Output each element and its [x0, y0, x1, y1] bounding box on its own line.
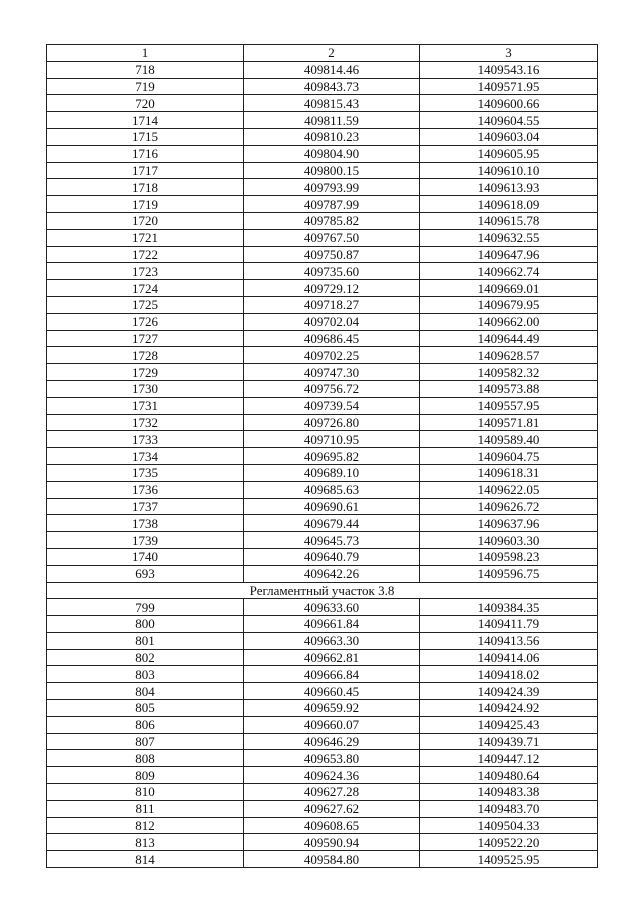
point-number-cell: 1729 [47, 364, 244, 381]
table-row [47, 548, 598, 565]
x-coordinate-cell: 409627.28 [244, 784, 420, 801]
point-number-cell: 1723 [47, 263, 244, 280]
point-number-cell: 1736 [47, 481, 244, 498]
y-coordinate-cell: 1409582.32 [420, 364, 598, 381]
table-row [47, 431, 598, 448]
point-number-cell: 1732 [47, 414, 244, 431]
point-number-cell: 1738 [47, 515, 244, 532]
y-coordinate-cell: 1409384.35 [420, 599, 598, 616]
y-coordinate-cell: 1409662.74 [420, 263, 598, 280]
x-coordinate-cell: 409660.07 [244, 716, 420, 733]
x-coordinate-cell: 409785.82 [244, 212, 420, 229]
x-coordinate-cell: 409640.79 [244, 548, 420, 565]
point-number-cell: 1739 [47, 532, 244, 549]
y-coordinate-cell: 1409483.38 [420, 784, 598, 801]
table-row [47, 464, 598, 481]
point-number-cell: 1717 [47, 162, 244, 179]
table-row [47, 296, 598, 313]
y-coordinate-cell: 1409662.00 [420, 313, 598, 330]
x-coordinate-cell: 409729.12 [244, 280, 420, 297]
y-coordinate-cell: 1409604.75 [420, 448, 598, 465]
point-number-cell: 1733 [47, 431, 244, 448]
table-row [47, 767, 598, 784]
y-coordinate-cell: 1409411.79 [420, 616, 598, 633]
table-row [47, 851, 598, 868]
y-coordinate-cell: 1409603.04 [420, 128, 598, 145]
x-coordinate-cell: 409811.59 [244, 112, 420, 129]
y-coordinate-cell: 1409626.72 [420, 498, 598, 515]
table-row [47, 162, 598, 179]
table-row [47, 112, 598, 129]
x-coordinate-cell: 409787.99 [244, 196, 420, 213]
table-row [47, 733, 598, 750]
table-row [47, 145, 598, 162]
table-row [47, 397, 598, 414]
x-coordinate-cell: 409690.61 [244, 498, 420, 515]
table-row [47, 330, 598, 347]
point-number-cell: 1727 [47, 330, 244, 347]
table-row [47, 599, 598, 616]
table-row [47, 616, 598, 633]
point-number-cell: 1718 [47, 179, 244, 196]
y-coordinate-cell: 1409418.02 [420, 666, 598, 683]
point-number-cell: 1725 [47, 296, 244, 313]
x-coordinate-cell: 409843.73 [244, 78, 420, 95]
point-number-cell: 720 [47, 95, 244, 112]
x-coordinate-cell: 409695.82 [244, 448, 420, 465]
y-coordinate-cell: 1409669.01 [420, 280, 598, 297]
section-title: Регламентный участок 3.8 [47, 582, 598, 599]
point-number-cell: 811 [47, 800, 244, 817]
x-coordinate-cell: 409666.84 [244, 666, 420, 683]
table-row [47, 800, 598, 817]
table-row [47, 229, 598, 246]
table-row [47, 750, 598, 767]
table-row [47, 196, 598, 213]
y-coordinate-cell: 1409447.12 [420, 750, 598, 767]
table-row [47, 128, 598, 145]
y-coordinate-cell: 1409543.16 [420, 61, 598, 78]
table-row [47, 649, 598, 666]
table-row [47, 834, 598, 851]
table-row [47, 179, 598, 196]
point-number-cell: 806 [47, 716, 244, 733]
table-row [47, 448, 598, 465]
y-coordinate-cell: 1409413.56 [420, 632, 598, 649]
point-number-cell: 1728 [47, 347, 244, 364]
x-coordinate-cell: 409608.65 [244, 817, 420, 834]
point-number-cell: 1724 [47, 280, 244, 297]
point-number-cell: 812 [47, 817, 244, 834]
point-number-cell: 1715 [47, 128, 244, 145]
y-coordinate-cell: 1409589.40 [420, 431, 598, 448]
point-number-cell: 805 [47, 700, 244, 717]
y-coordinate-cell: 1409604.55 [420, 112, 598, 129]
y-coordinate-cell: 1409424.39 [420, 683, 598, 700]
y-coordinate-cell: 1409605.95 [420, 145, 598, 162]
coordinates-document [46, 44, 597, 868]
point-number-cell: 718 [47, 61, 244, 78]
table-row [47, 61, 598, 78]
x-coordinate-cell: 409702.04 [244, 313, 420, 330]
point-number-cell: 1720 [47, 212, 244, 229]
table-row [47, 683, 598, 700]
table-row [47, 632, 598, 649]
y-coordinate-cell: 1409596.75 [420, 565, 598, 582]
table-row [47, 364, 598, 381]
x-coordinate-cell: 409814.46 [244, 61, 420, 78]
table-header-row [47, 45, 598, 62]
x-coordinate-cell: 409642.26 [244, 565, 420, 582]
x-coordinate-cell: 409661.84 [244, 616, 420, 633]
y-coordinate-cell: 1409622.05 [420, 481, 598, 498]
table-row [47, 498, 598, 515]
x-coordinate-cell: 409663.30 [244, 632, 420, 649]
y-coordinate-cell: 1409628.57 [420, 347, 598, 364]
x-coordinate-cell: 409645.73 [244, 532, 420, 549]
y-coordinate-cell: 1409632.55 [420, 229, 598, 246]
y-coordinate-cell: 1409647.96 [420, 246, 598, 263]
header-cell-y: 3 [420, 45, 598, 62]
point-number-cell: 1731 [47, 397, 244, 414]
x-coordinate-cell: 409689.10 [244, 464, 420, 481]
table-row [47, 263, 598, 280]
y-coordinate-cell: 1409637.96 [420, 515, 598, 532]
y-coordinate-cell: 1409573.88 [420, 380, 598, 397]
x-coordinate-cell: 409735.60 [244, 263, 420, 280]
header-cell-point: 1 [47, 45, 244, 62]
point-number-cell: 1714 [47, 112, 244, 129]
x-coordinate-cell: 409646.29 [244, 733, 420, 750]
x-coordinate-cell: 409679.44 [244, 515, 420, 532]
table-row [47, 95, 598, 112]
y-coordinate-cell: 1409480.64 [420, 767, 598, 784]
y-coordinate-cell: 1409600.66 [420, 95, 598, 112]
table-row [47, 666, 598, 683]
y-coordinate-cell: 1409615.78 [420, 212, 598, 229]
y-coordinate-cell: 1409613.93 [420, 179, 598, 196]
y-coordinate-cell: 1409618.31 [420, 464, 598, 481]
x-coordinate-cell: 409793.99 [244, 179, 420, 196]
x-coordinate-cell: 409590.94 [244, 834, 420, 851]
point-number-cell: 813 [47, 834, 244, 851]
x-coordinate-cell: 409800.15 [244, 162, 420, 179]
table-row [47, 515, 598, 532]
table-row [47, 700, 598, 717]
y-coordinate-cell: 1409598.23 [420, 548, 598, 565]
y-coordinate-cell: 1409425.43 [420, 716, 598, 733]
x-coordinate-cell: 409756.72 [244, 380, 420, 397]
y-coordinate-cell: 1409571.81 [420, 414, 598, 431]
point-number-cell: 799 [47, 599, 244, 616]
header-cell-x: 2 [244, 45, 420, 62]
table-row [47, 532, 598, 549]
point-number-cell: 800 [47, 616, 244, 633]
x-coordinate-cell: 409659.92 [244, 700, 420, 717]
point-number-cell: 801 [47, 632, 244, 649]
point-number-cell: 804 [47, 683, 244, 700]
x-coordinate-cell: 409726.80 [244, 414, 420, 431]
point-number-cell: 1740 [47, 548, 244, 565]
y-coordinate-cell: 1409525.95 [420, 851, 598, 868]
table-row [47, 347, 598, 364]
point-number-cell: 1721 [47, 229, 244, 246]
y-coordinate-cell: 1409644.49 [420, 330, 598, 347]
table-row [47, 481, 598, 498]
point-number-cell: 807 [47, 733, 244, 750]
point-number-cell: 808 [47, 750, 244, 767]
x-coordinate-cell: 409739.54 [244, 397, 420, 414]
table-row [47, 246, 598, 263]
x-coordinate-cell: 409624.36 [244, 767, 420, 784]
x-coordinate-cell: 409660.45 [244, 683, 420, 700]
point-number-cell: 1719 [47, 196, 244, 213]
section-title-row [47, 582, 598, 599]
table-row [47, 313, 598, 330]
x-coordinate-cell: 409633.60 [244, 599, 420, 616]
y-coordinate-cell: 1409522.20 [420, 834, 598, 851]
x-coordinate-cell: 409662.81 [244, 649, 420, 666]
x-coordinate-cell: 409815.43 [244, 95, 420, 112]
x-coordinate-cell: 409686.45 [244, 330, 420, 347]
x-coordinate-cell: 409747.30 [244, 364, 420, 381]
x-coordinate-cell: 409702.25 [244, 347, 420, 364]
x-coordinate-cell: 409804.90 [244, 145, 420, 162]
y-coordinate-cell: 1409439.71 [420, 733, 598, 750]
y-coordinate-cell: 1409557.95 [420, 397, 598, 414]
y-coordinate-cell: 1409571.95 [420, 78, 598, 95]
table-row [47, 212, 598, 229]
x-coordinate-cell: 409767.50 [244, 229, 420, 246]
y-coordinate-cell: 1409610.10 [420, 162, 598, 179]
point-number-cell: 814 [47, 851, 244, 868]
table-row [47, 414, 598, 431]
table-row [47, 280, 598, 297]
x-coordinate-cell: 409685.63 [244, 481, 420, 498]
x-coordinate-cell: 409584.80 [244, 851, 420, 868]
point-number-cell: 809 [47, 767, 244, 784]
x-coordinate-cell: 409653.80 [244, 750, 420, 767]
point-number-cell: 1734 [47, 448, 244, 465]
table-row [47, 817, 598, 834]
y-coordinate-cell: 1409679.95 [420, 296, 598, 313]
x-coordinate-cell: 409710.95 [244, 431, 420, 448]
point-number-cell: 1726 [47, 313, 244, 330]
y-coordinate-cell: 1409504.33 [420, 817, 598, 834]
y-coordinate-cell: 1409414.06 [420, 649, 598, 666]
point-number-cell: 802 [47, 649, 244, 666]
y-coordinate-cell: 1409618.09 [420, 196, 598, 213]
point-number-cell: 1716 [47, 145, 244, 162]
x-coordinate-cell: 409627.62 [244, 800, 420, 817]
coordinates-table [46, 44, 598, 868]
table-row [47, 716, 598, 733]
point-number-cell: 810 [47, 784, 244, 801]
point-number-cell: 803 [47, 666, 244, 683]
point-number-cell: 719 [47, 78, 244, 95]
table-row [47, 565, 598, 582]
x-coordinate-cell: 409718.27 [244, 296, 420, 313]
table-row [47, 380, 598, 397]
y-coordinate-cell: 1409603.30 [420, 532, 598, 549]
x-coordinate-cell: 409810.23 [244, 128, 420, 145]
y-coordinate-cell: 1409424.92 [420, 700, 598, 717]
point-number-cell: 1722 [47, 246, 244, 263]
table-row [47, 784, 598, 801]
y-coordinate-cell: 1409483.70 [420, 800, 598, 817]
x-coordinate-cell: 409750.87 [244, 246, 420, 263]
point-number-cell: 1737 [47, 498, 244, 515]
coordinates-table-body [47, 45, 598, 868]
table-row [47, 78, 598, 95]
point-number-cell: 1730 [47, 380, 244, 397]
point-number-cell: 1735 [47, 464, 244, 481]
point-number-cell: 693 [47, 565, 244, 582]
